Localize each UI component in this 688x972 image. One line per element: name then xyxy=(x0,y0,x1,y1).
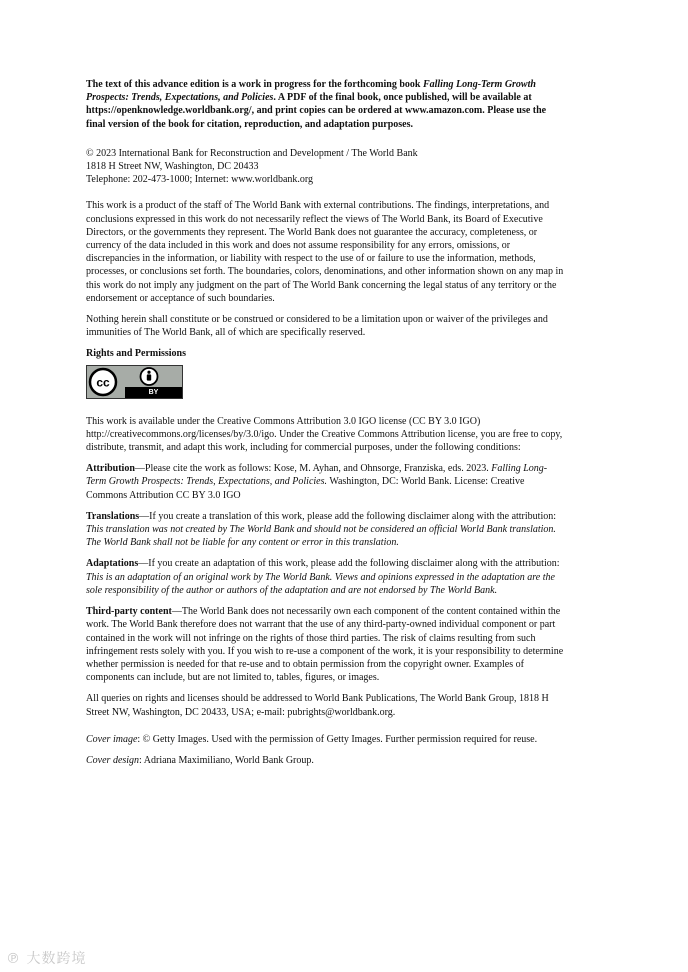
cover-design-label: Cover design xyxy=(86,754,140,766)
cc-by-label: BY xyxy=(125,387,182,398)
third-party-paragraph xyxy=(86,605,566,684)
attribution-text: —Please cite the work as follows: Kose, M. Ayhan, and Ohnsorge, Franziska, eds. 2023. xyxy=(134,463,492,475)
cover-design-text: : Adriana Maximiliano, World Bank Group. xyxy=(139,754,314,766)
watermark-logo-icon: ℗ xyxy=(6,951,21,967)
adaptations-disclaimer: This is an adaptation of an original work by The World Bank. Views and opinions expressed in the adaptation are the sole responsibility of the author or authors of the adaptation and are not endorsed by The World Bank. xyxy=(86,571,555,596)
watermark xyxy=(6,948,86,968)
copyright-line: © 2023 International Bank for Reconstruction and Development / The World Bank xyxy=(86,147,418,159)
cover-design-credit xyxy=(86,754,566,767)
attribution-title: Falling Long-Term Growth Prospects: Trends, Expectations, and Policies. xyxy=(86,463,548,488)
translations-paragraph xyxy=(86,510,566,550)
adaptations-paragraph xyxy=(86,557,566,597)
attribution-paragraph xyxy=(86,462,566,502)
third-party-text: —The World Bank does not necessarily own each component of the content contained within the work. The World Bank therefore does not warrant that the use of any third-party-owned individual component or part contained in the work will not infringe on the rights of those third parties. The risk of claims resulting from such infringement rests solely with you. If you wish to re-use a component of the work, it is your responsibility to determine whether permission is needed for that re-use and to obtain permission from the copyright owner. Examples of components can include, but are not limited to, tables, figures, or images. xyxy=(86,606,564,684)
translations-label: Translations xyxy=(86,510,140,522)
license-paragraph: This work is available under the Creative Commons Attribution 3.0 IGO license (CC BY 3.0 IGO) http://creativecommons.org/licenses/by/3.0/igo. Under the Creative Commons Attribution license, you are free to copy, distribute, transmit, and adapt this work, including for commercial purposes, under the following conditions: xyxy=(86,415,563,454)
cover-image-label: Cover image xyxy=(86,733,138,745)
address-line: 1818 H Street NW, Washington, DC 20433 xyxy=(86,161,259,173)
attribution-label: Attribution xyxy=(86,463,135,475)
rights-heading: Rights and Permissions xyxy=(86,348,187,360)
copyright-page xyxy=(86,78,566,775)
contact-line: Telephone: 202-473-1000; Internet: www.worldbank.org xyxy=(86,174,314,186)
queries-paragraph: All queries on rights and licenses should be addressed to World Bank Publications, The World Bank Group, 1818 H Street NW, Washington, DC 20433, USA; e-mail: pubrights@worldbank.org. xyxy=(86,693,549,718)
cc-by-license-badge xyxy=(86,365,183,399)
attribution-license: Washington, DC: World Bank. License: Creative Commons Attribution CC BY 3.0 IGO xyxy=(86,476,525,501)
book-title: Falling Long-Term Growth Prospects: Trends, Expectations, and Policies xyxy=(86,79,536,104)
disclaimer-paragraph: This work is a product of the staff of The World Bank with external contributions. The findings, interpretations, and conclusions expressed in this work do not necessarily reflect the views of The World Bank, its Board of Executive Directors, or the governments they represent. The World Bank does not guarantee the accuracy, completeness, or currency of the data included in this work and does not assume responsibility for any errors, omissions, or discrepancies in the information, or liability with respect to the use of or failure to use the information, methods, processes, or conclusions set forth. The boundaries, colors, denominations, and other information shown on any map in this work do not imply any judgment on the part of The World Bank concerning the legal status of any territory or the endorsement or acceptance of such boundaries. xyxy=(86,200,564,304)
cc-logo-text: cc xyxy=(96,375,110,390)
translations-disclaimer: This translation was not created by The World Bank and should not be considered an official World Bank translation. The World Bank shall not be liable for any content or error in this translation. xyxy=(86,524,556,549)
adaptations-text: —If you create an adaptation of this work, please add the following disclaimer along with the attribution: xyxy=(138,558,560,570)
immunities-paragraph: Nothing herein shall constitute or be construed or considered to be a limitation upon or waiver of the privileges and immunities of The World Bank, all of which are specifically reserved. xyxy=(86,314,548,339)
third-party-label: Third-party content xyxy=(86,606,172,618)
notice-text-2: . A PDF of the final book, once published, will be available at https://openknowledge.worldbank.org/, and print copies can be ordered at www.amazon.com. Please use the final version of the book for citation, reproduction, and adaptation purposes. xyxy=(86,92,547,130)
copyright-block xyxy=(86,147,566,187)
cover-image-credit xyxy=(86,733,566,746)
advance-edition-notice xyxy=(86,78,566,131)
adaptations-label: Adaptations xyxy=(86,558,139,570)
cover-image-text: : © Getty Images. Used with the permission of Getty Images. Further permission required for reuse. xyxy=(137,733,538,745)
watermark-text: 大数跨境 xyxy=(26,951,87,967)
notice-text-1: The text of this advance edition is a work in progress for the forthcoming book xyxy=(86,79,423,90)
translations-text: —If you create a translation of this work, please add the following disclaimer along with the attribution: xyxy=(139,510,557,522)
